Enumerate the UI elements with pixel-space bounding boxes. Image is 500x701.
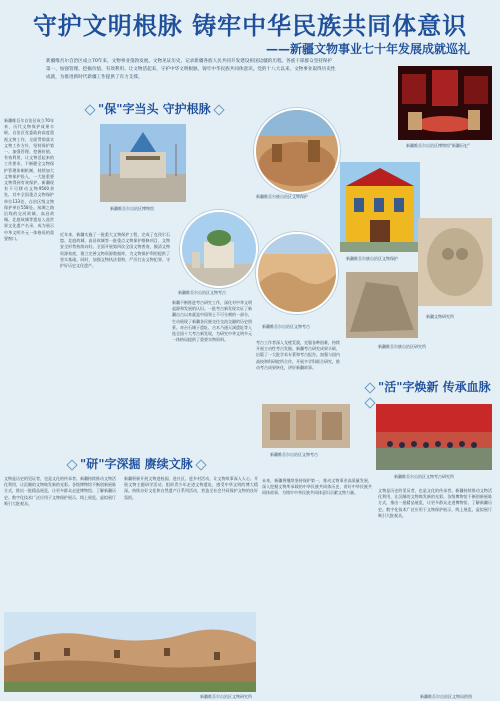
caption-cliff: 新疆维吾尔自治区文物研究所 xyxy=(200,694,252,699)
lead-paragraph: 新疆维吾尔自治区成立70年来，文物事业蓬勃发展。文物见证历史，记录新疆各族人民共同开发建设祖国边疆的历程。各族干部群众坚持保护第一、加强管理、挖掘价值、有效利用、让文物活起来，守护中华文明根脉，铸牢中华民族共同体意识。党的十八大以来，文物事业取得历史性成就，为推进新时代新疆工作提供了有力支撑。 xyxy=(46,59,336,80)
diamond-icon xyxy=(66,459,77,470)
caption-circle-tower: 新疆维吾尔自治区文物考古 xyxy=(178,290,226,295)
body-column-7: 未来，新疆将继续坚持保护第一，推动文物事业高质量发展，深入挖掘文物所承载的中华民族共同体历史，讲好中华民族共同体故事，为铸牢中华民族共同体意识贡献文物力量。 xyxy=(262,478,372,496)
body-column-8: 文物是历史的见证者，也是文化的传承者。新疆持续推动文物活化利用，让沉睡的文物焕发新的光彩。各级博物馆不断创新展陈方式，推出一批精品展览，让更多群众走进博物馆、了解新疆历史。数字化技术广泛应用于文物保护展示，线上展览、虚拟展厅吸引大批观众。 xyxy=(378,488,492,518)
caption-museum-building: 新疆维吾尔自治区博物馆 xyxy=(110,206,154,211)
body-column-4: 考古工作者深入戈壁荒漠，克服各种困难，持续开展主动性考古发掘。新疆考古研究成果丰硕，出版了一大批学术专著和考古报告。加强与国内高校和科研院所合作，开展多学科联合研究，推动考古成果转化，讲好新疆故事。 xyxy=(256,340,340,370)
yellow-building-photo xyxy=(340,162,420,252)
caption-corner: 新疆维吾尔自治区文物局供图 xyxy=(420,694,472,699)
stone-carving-photo xyxy=(418,218,492,306)
section-heading-research-text: "研"字深掘 赓续文脉 xyxy=(80,457,193,471)
page-subhead: ——新疆文物事业七十年发展成就巡礼 xyxy=(265,42,470,56)
caption-relics: 新疆维吾尔自治区文物考古 xyxy=(270,452,318,457)
relics-photo xyxy=(262,404,350,448)
body-column-3: 新疆不断推进考古研究工作，深化对中华文明起源和发展的认识。一批考古新发现实证了新疆自古以来就是中国领土不可分割的一部分，生动展现了新疆各民族交往交流交融的历史图景。奇台石城子遗址、吉木乃通天洞遗址等入选全国十大考古新发现，为研究中华文明多元一体格局提供了重要实物资料。 xyxy=(172,300,252,343)
body-column-2: 近年来，新疆实施了一批重大文物保护工程，完成了克孜尔石窟、北庭故城、高昌故城等一批重点文物保护维修项目，文物安全形势持续向好。全面开展第四次全国文物普查，摸清文物资源家底，建立完善文物资源数据库，为文物保护利用提供了坚实基础。同时，加强文物执法督察，严厉打击文物犯罪，守护好历史文化遗产。 xyxy=(60,232,170,269)
event-photo xyxy=(376,404,492,470)
caption-circle-sand: 新疆维吾尔自治区文物考古 xyxy=(262,324,310,329)
body-column-1: 新疆维吾尔自治区成立70年来，历代文物保护成果丰硕。自治区党委政府高度重视文物工作，全面贯彻落实文物工作方针，坚持保护第一、加强管理、挖掘价值、有效利用、让文物活起来的工作要求，不断健全文物保护管理体制机制，持续加大文物保护投入，一大批重要文物得到有效保护。新疆现有不可移动文物9500余处，其中全国重点文物保护单位133处，自治区级文物保护单位558处。丝绸之路沿线的交河故城、高昌故城、北庭故城等遗址入选世界文化遗产名录，成为展示中华文明多元一体格局的重要窗口。 xyxy=(4,118,54,241)
caption-stone-carving: 新疆文物研究所 xyxy=(426,314,454,319)
diamond-icon xyxy=(84,104,95,115)
page-headline: 守护文明根脉 铸牢中华民族共同体意识 xyxy=(32,11,468,40)
rock-relief-photo xyxy=(346,272,418,338)
body-column-6: 新疆积极开展文物进校园、进社区、进乡村活动，让文物故事深入人心。开展文物主题研学活动，组织青少年走进文物遗址，感受中华文明的博大精深。持续办好文化和自然遗产日系列活动，营造全社会共同保护文物的良好氛围。 xyxy=(124,476,258,500)
diamond-icon xyxy=(364,382,375,393)
cliff-grottoes-photo xyxy=(4,612,256,692)
circle-photo-sand-ruins xyxy=(256,232,338,314)
museum-exhibit-photo xyxy=(398,66,492,140)
caption-event: 新疆维吾尔自治区文物考古研究所 xyxy=(394,474,454,479)
section-heading-research xyxy=(64,455,209,472)
section-heading-protect-text: "保"字当头 守护根脉 xyxy=(98,102,211,116)
caption-museum-exhibit: 新疆维吾尔自治区博物馆"新疆历史" xyxy=(406,143,470,148)
circle-photo-ruins xyxy=(254,108,340,194)
caption-yellow-building: 新疆维吾尔族自治区文物保护 xyxy=(346,256,398,261)
caption-rock-relief: 新疆维吾尔族自治区研究所 xyxy=(378,344,426,349)
museum-building-photo xyxy=(100,124,186,202)
diamond-icon xyxy=(195,459,206,470)
diamond-icon xyxy=(364,397,375,408)
circle-photo-tower xyxy=(180,210,258,288)
caption-circle-ruins: 新疆维吾尔族自治区文物保护 xyxy=(256,194,308,199)
section-heading-activate-text: "活"字焕新 传承血脉 xyxy=(378,380,491,394)
section-heading-protect xyxy=(82,100,227,117)
body-column-5: 文物是历史的见证者，也是文化的传承者。新疆持续推动文物活化利用，让沉睡的文物焕发新的光彩。各级博物馆不断创新展陈方式，推出一批精品展览，让更多群众走进博物馆、了解新疆历史。数字化技术广泛应用于文物保护展示，线上展览、虚拟展厅吸引大批观众。 xyxy=(4,476,116,506)
diamond-icon xyxy=(213,104,224,115)
